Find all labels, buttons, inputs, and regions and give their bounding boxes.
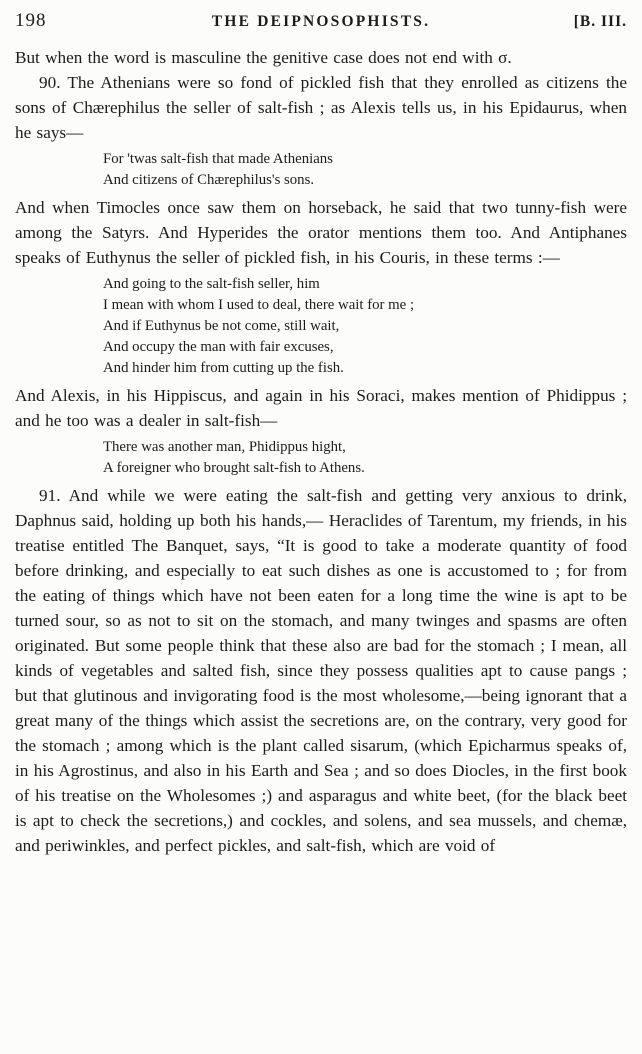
verse-line: A foreigner who brought salt-fish to Athens. bbox=[103, 460, 365, 476]
paragraph-intro: But when the word is masculine the genitive case does not end with σ. bbox=[15, 48, 512, 67]
paragraph-90: 90. The Athenians were so fond of pickled fish that they enrolled as citizens the sons of Chærephilus the seller of salt-fish ; as Alexis tells us, in his Epidaurus, when he says— bbox=[15, 73, 627, 142]
verse-line: And hinder him from cutting up the fish. bbox=[103, 360, 344, 376]
paragraph-alexis: And Alexis, in his Hippiscus, and again in his Soraci, makes mention of Phidippus ; and he too was a dealer in salt-fish— bbox=[15, 386, 627, 430]
page-number: 198 bbox=[15, 10, 47, 31]
verse-line: And occupy the man with fair excuses, bbox=[103, 339, 334, 355]
verse-epidaurus bbox=[103, 149, 627, 191]
paragraph-91: 91. And while we were eating the salt-fish and getting very anxious to drink, Daphnus said, holding up both his hands,— Heraclides of Tarentum, my friends, in his treatise entitled The Banquet, says, “It is good to take a moderate quantity of food before drinking, and especially to eat such dishes as one is accustomed to ; for from the eating of things which have not been eaten for a long time the wine is apt to be turned sour, so as not to sit on the stomach, and many twinges and spasms are often originated. But some people think that these also are bad for the stomach ; I mean, all kinds of vegetables and salted fish, since they possess qualities apt to cause pangs ; but that glutinous and invigorating food is the most wholesome,—being ignorant that a great many of the things which assist the secretions are, on the contrary, very good for the stomach ; among which is the plant called sisarum, (which Epicharmus speaks of, in his Agrostinus, and also in his Earth and Sea ; and so does Diocles, in the first book of his treatise on the Wholesomes ;) and asparagus and white beet, (for the black beet is apt to check the secretions,) and cockles, and solens, and sea mussels, and chemæ, and periwinkles, and perfect pickles, and salt-fish, which are void of bbox=[15, 486, 627, 855]
verse-phidippus bbox=[103, 437, 627, 479]
book-reference: [B. III. bbox=[573, 13, 627, 30]
page-header bbox=[15, 10, 627, 32]
verse-line: And going to the salt-fish seller, him bbox=[103, 276, 320, 292]
verse-line: For 'twas salt-fish that made Athenians bbox=[103, 151, 333, 167]
verse-couris bbox=[103, 274, 627, 379]
verse-line: And if Euthynus be not come, still wait, bbox=[103, 318, 340, 334]
paragraph-timocles: And when Timocles once saw them on horseback, he said that two tunny-fish were among the Satyrs. And Hyperides the orator mentions them too. And Antiphanes speaks of Euthynus the seller of pickled fish, in his Couris, in these terms :— bbox=[15, 198, 627, 267]
verse-line: And citizens of Chærephilus's sons. bbox=[103, 172, 315, 188]
running-title: THE DEIPNOSOPHISTS. bbox=[211, 13, 431, 30]
verse-line: I mean with whom I used to deal, there wait for me ; bbox=[103, 297, 415, 313]
verse-line: There was another man, Phidippus hight, bbox=[103, 439, 346, 455]
page-body bbox=[15, 45, 627, 858]
